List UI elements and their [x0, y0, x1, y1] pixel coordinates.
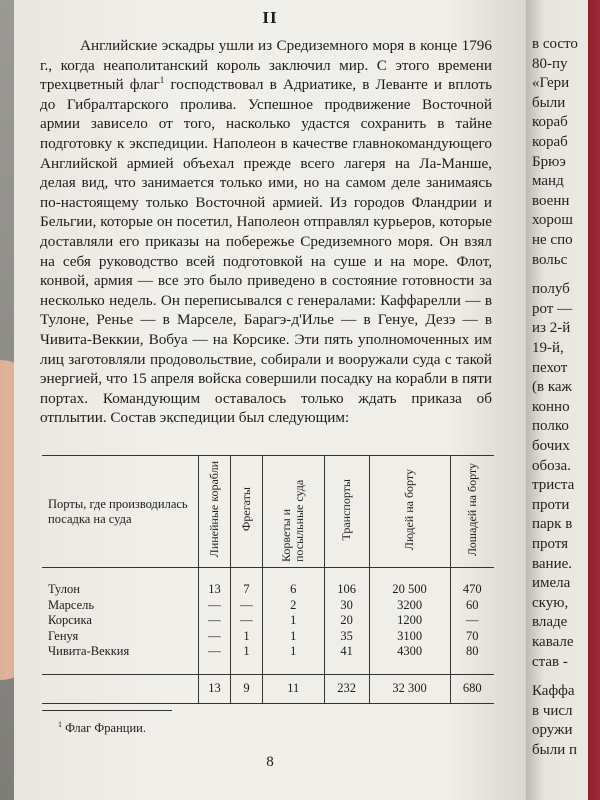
table-cell: 20 — [324, 613, 369, 629]
book-page — [14, 0, 526, 800]
table-cell: 1 — [262, 613, 324, 629]
facing-page-line: владе — [532, 614, 568, 631]
total-cell: 11 — [262, 674, 324, 703]
facing-page-line: «Гери — [532, 75, 570, 92]
facing-page-line: Каффа — [532, 683, 575, 700]
col-header-label: Линейные корабли — [206, 461, 221, 558]
table-header-row — [42, 456, 494, 568]
footnote — [58, 720, 146, 736]
facing-page-line: протя — [532, 536, 569, 552]
page-number: 8 — [266, 754, 274, 770]
col-header-label: Транспорты — [339, 478, 354, 541]
facing-page-line: обоза. — [532, 457, 571, 474]
table-cell: — — [199, 598, 231, 614]
port-cell: Марсель — [48, 597, 95, 612]
table-row — [42, 644, 494, 674]
port-cell: Тулон — [48, 582, 80, 596]
total-cell: 680 — [450, 674, 494, 703]
totals-label-cell — [42, 674, 199, 703]
total-cell: 32 300 — [369, 674, 450, 703]
paragraph-start: Английские эскадры ушли из Средиземного моря в конце 1796 г., когда неаполитанский король заключил мир. С этого времени трехцветный флаг — [40, 37, 492, 94]
table-cell: 470 — [450, 568, 494, 598]
facing-page-line: полуб — [532, 281, 570, 298]
port-cell: Корсика — [48, 613, 92, 627]
total-cell: 13 — [199, 674, 231, 703]
table-cell: 6 — [262, 568, 324, 598]
table-cell: 41 — [324, 644, 369, 674]
table-cell: 1 — [262, 629, 324, 645]
table-row — [42, 598, 494, 614]
facing-page-line: (в каж — [532, 379, 572, 396]
facing-page-line: кораб — [532, 114, 568, 131]
table-cell: 7 — [230, 568, 262, 598]
footnote-marker: 1 — [58, 720, 62, 729]
col-header-label: Фрегаты — [238, 487, 253, 532]
facing-page-line: в состо — [532, 36, 578, 52]
facing-page-line: пехот — [532, 359, 568, 376]
col-header — [262, 456, 324, 568]
col-header — [324, 456, 369, 568]
table-cell: 1200 — [369, 613, 450, 629]
facing-page-line: став - — [532, 653, 568, 670]
facing-page-line: имела — [532, 575, 571, 592]
table-row — [42, 629, 494, 645]
col-header — [230, 456, 262, 568]
facing-page-line: 19-й, — [532, 340, 564, 356]
facing-page-line: вание. — [532, 555, 573, 572]
table-cell: 13 — [199, 568, 231, 598]
table-cell: 3200 — [369, 598, 450, 614]
totals-row — [42, 674, 494, 703]
total-cell: 9 — [230, 674, 262, 703]
table-cell: — — [230, 598, 262, 614]
expedition-table — [42, 455, 494, 704]
facing-page-line: триста — [532, 477, 575, 494]
paragraph-continuation: господствовал в Адриатике, в Леванте и вплоть до Гибралтарского пролива. Успешное продвижение Восточной армии зависело от того, насколько удастся сохранить в тайне подготовку к экспедиции. Наполеон в качестве главнокомандующего Английской армией объехал прежде всего лагеря на Ла-Манше, делая вид, что занимается только ими, но на самом деле занимаясь по-настоящему только Восточной армией. Из городов Фландрии и Бельгии, которые он посетил, Наполеон отправлял курьеров, которые доставляли его приказы на побережье Средиземного моря. Он взял на себя руководство всей подготовкой на суше и на море. Флот, конвой, армия — все это было приведено в состояние готовности за несколько недель. Он переписывался с генералами: Каффарелли — в Тулоне, Ренье — в Марселе, Барагэ-д'Илье — в Генуе, Дезэ — в Чивита-Веккии, Вобуа — на Корсике. Эти пять уполномоченных им лиц заготовляли продовольствие, собирали и вооружали суда с такой энергией, что 15 апреля войска совершили посадку на корабли в пяти портах. Командующим оставалось только ждать приказа об отплытии. Состав экспедиции был следующим: — [40, 76, 492, 427]
facing-page-line: хорош — [532, 212, 573, 229]
table-cell: 70 — [450, 629, 494, 645]
table-cell: 20 500 — [369, 568, 450, 598]
facing-page-line: парк в — [532, 516, 573, 533]
table-cell: 35 — [324, 629, 369, 645]
table-cell: 30 — [324, 598, 369, 614]
table-cell: 1 — [230, 629, 262, 645]
table-cell: — — [199, 629, 231, 645]
port-header: Порты, где производилась посадка на суда — [42, 456, 199, 568]
book-cover-edge — [588, 0, 600, 800]
table-row — [42, 568, 494, 598]
facing-page-line: военн — [532, 192, 570, 209]
table-row — [42, 613, 494, 629]
col-header-label: Людей на борту — [402, 468, 417, 551]
facing-page-line: вольс — [532, 251, 568, 268]
facing-page-line: были — [532, 94, 566, 111]
table-cell: 1 — [262, 644, 324, 674]
port-cell: Чивита-Веккия — [48, 644, 130, 658]
table-cell: — — [199, 613, 231, 629]
facing-page-line: были п — [532, 742, 577, 758]
total-cell: 232 — [324, 674, 369, 703]
chapter-heading: II — [262, 8, 278, 27]
col-header-label: Корветы и посыльные суда — [279, 479, 307, 562]
facing-page-line: конно — [532, 398, 570, 415]
facing-page-line: в числ — [532, 702, 573, 719]
table-cell: 60 — [450, 598, 494, 614]
facing-page-line: бочих — [532, 438, 570, 454]
table-cell: 3100 — [369, 629, 450, 645]
table-cell: 1 — [230, 644, 262, 674]
col-header — [450, 456, 494, 568]
footnote-text: Флаг Франции. — [65, 721, 146, 736]
facing-page-line: кораб — [532, 134, 568, 150]
table-cell: — — [230, 613, 262, 629]
table-cell: 2 — [262, 598, 324, 614]
footnote-divider — [42, 710, 172, 711]
table-cell: — — [199, 644, 231, 674]
facing-page-line: 80-пу — [532, 55, 568, 72]
facing-page-line: рот — — [532, 300, 573, 317]
facing-page-line: манд — [532, 173, 564, 190]
facing-page-line: не спо — [532, 232, 573, 248]
col-header-label: Лошадей на борту — [464, 462, 479, 557]
table-cell: — — [450, 613, 494, 629]
table-cell: 4300 — [369, 644, 450, 674]
facing-page-line: полко — [532, 418, 569, 435]
table-cell: 80 — [450, 644, 494, 674]
facing-page-line: проти — [532, 496, 570, 513]
facing-page-line: из 2-й — [532, 320, 571, 337]
facing-page-line: кавале — [532, 634, 574, 650]
port-cell: Генуя — [48, 628, 79, 643]
main-paragraph — [40, 36, 492, 428]
col-header — [199, 456, 231, 568]
facing-page-line: Брюэ — [532, 153, 566, 170]
footnote-ref: 1 — [159, 75, 165, 86]
facing-page-line: скую, — [532, 594, 569, 611]
facing-page-line: оружи — [532, 722, 573, 739]
col-header — [369, 456, 450, 568]
table-cell: 106 — [324, 568, 369, 598]
